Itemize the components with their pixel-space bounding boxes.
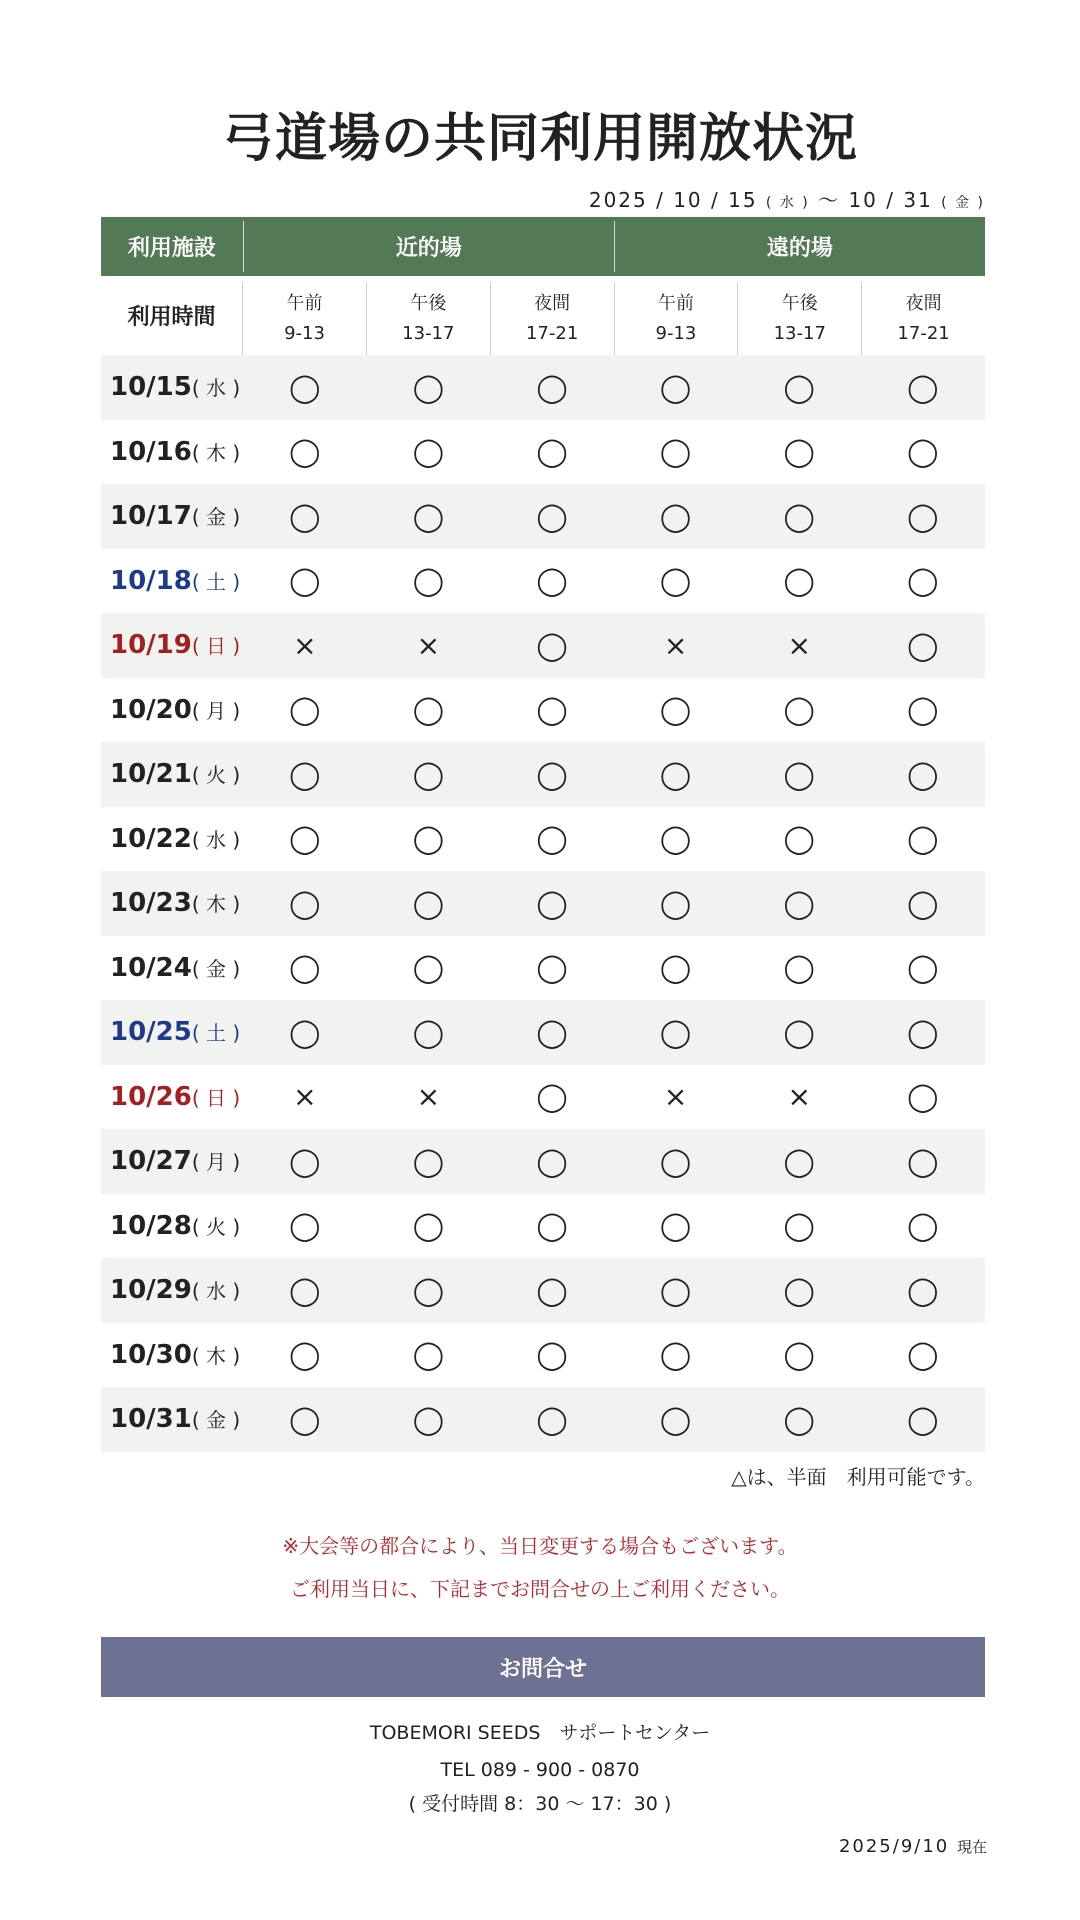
available-mark: ◯ [783, 1209, 815, 1243]
available-mark: ◯ [783, 564, 815, 598]
slot-header [490, 282, 614, 355]
available-mark: ◯ [783, 951, 815, 985]
row-date [101, 953, 243, 983]
row-date [101, 1082, 243, 1112]
date-text: 10/24 [110, 952, 192, 983]
slot-header [861, 282, 985, 355]
date-text: 10/28 [110, 1210, 192, 1241]
available-mark: ◯ [536, 1015, 568, 1049]
as-of-date [839, 1836, 987, 1857]
row-date [101, 437, 243, 467]
available-mark: ◯ [659, 1402, 692, 1436]
available-mark: ◯ [536, 564, 568, 598]
table-row [101, 742, 985, 807]
available-mark: ◯ [907, 1209, 939, 1243]
available-mark: ◯ [536, 951, 568, 985]
available-mark: ◯ [536, 628, 568, 662]
day-of-week: ( 土 ) [191, 569, 241, 594]
availability-table [101, 217, 985, 1452]
day-of-week: ( 金 ) [191, 505, 241, 530]
table-row [101, 420, 985, 485]
available-mark: ◯ [289, 1273, 321, 1307]
unavailable-mark: × [293, 1080, 317, 1114]
available-mark: ◯ [536, 435, 568, 469]
available-mark: ◯ [412, 757, 445, 791]
as-of-suffix: 現在 [956, 1838, 987, 1856]
day-of-week: ( 金 ) [191, 956, 241, 981]
available-mark: ◯ [289, 822, 321, 856]
table-row [101, 1129, 985, 1194]
available-mark: ◯ [783, 1144, 815, 1178]
warning-line-1: ※大会等の都合により、当日変更する場合もございます。 [282, 1534, 798, 1558]
table-row [101, 355, 985, 420]
unavailable-mark: × [663, 628, 688, 662]
available-mark: ◯ [907, 822, 939, 856]
date-text: 10/23 [110, 888, 192, 919]
table-body [101, 355, 985, 1452]
available-mark: ◯ [289, 1338, 321, 1372]
available-mark: ◯ [659, 435, 692, 469]
available-mark: ◯ [289, 1402, 321, 1436]
time-header-row [101, 276, 985, 355]
contact-org: TOBEMORI SEEDS サポートセンター [369, 1722, 711, 1744]
available-mark: ◯ [659, 499, 692, 533]
slot-hours: 17-21 [525, 322, 579, 344]
date-text: 10/27 [110, 1146, 192, 1177]
row-date [101, 1017, 243, 1047]
available-mark: ◯ [536, 1144, 568, 1178]
available-mark: ◯ [659, 1015, 692, 1049]
available-mark: ◯ [289, 693, 321, 727]
available-mark: ◯ [659, 886, 692, 920]
venue-far: 遠的場 [766, 236, 833, 261]
available-mark: ◯ [907, 499, 939, 533]
slot-hours: 13-17 [402, 322, 455, 344]
available-mark: ◯ [659, 1338, 692, 1372]
available-mark: ◯ [536, 1402, 568, 1436]
available-mark: ◯ [907, 757, 939, 791]
slot-name: 午前 [657, 292, 694, 314]
row-date [101, 1211, 243, 1241]
row-date [101, 566, 243, 596]
day-of-week: ( 水 ) [191, 1279, 241, 1304]
available-mark: ◯ [536, 822, 568, 856]
available-mark: ◯ [783, 435, 815, 469]
available-mark: ◯ [783, 499, 815, 533]
table-row [101, 1323, 985, 1388]
available-mark: ◯ [289, 435, 321, 469]
day-of-week: ( 金 ) [191, 1408, 241, 1433]
table-row [101, 1000, 985, 1065]
table-row [101, 1387, 985, 1452]
available-mark: ◯ [659, 1209, 692, 1243]
slot-name: 午前 [286, 292, 323, 314]
row-date [101, 1340, 243, 1370]
date-text: 10/26 [110, 1081, 192, 1112]
available-mark: ◯ [907, 951, 939, 985]
slot-hours: 9-13 [655, 322, 697, 344]
day-of-week: ( 水 ) [191, 376, 241, 401]
day-of-week: ( 木 ) [191, 440, 241, 465]
row-date [101, 372, 243, 402]
table-row [101, 484, 985, 549]
date-text: 10/25 [110, 1017, 192, 1048]
available-mark: ◯ [536, 757, 568, 791]
row-date [101, 1146, 243, 1176]
available-mark: ◯ [783, 886, 815, 920]
date-text: 10/29 [110, 1275, 192, 1306]
date-text: 10/18 [110, 565, 192, 596]
slot-name: 午後 [410, 292, 447, 314]
period-start: 2025 / 10 / 15 [588, 188, 758, 212]
available-mark: ◯ [783, 757, 815, 791]
available-mark: ◯ [659, 822, 692, 856]
contact-tel: TEL 089 - 900 - 0870 [440, 1759, 640, 1781]
available-mark: ◯ [412, 1402, 445, 1436]
date-text: 10/16 [110, 436, 192, 467]
warning-line-2: ご利用当日に、下記までお問合せの上ご利用ください。 [290, 1577, 790, 1601]
slot-header [242, 282, 366, 355]
available-mark: ◯ [536, 1273, 568, 1307]
contact-hours: ( 受付時間 8：30 〜 17：30 ) [408, 1793, 672, 1815]
slot-hours: 13-17 [773, 322, 826, 344]
day-of-week: ( 日 ) [191, 1085, 241, 1110]
period-end-dow: ( 金 ) [941, 195, 985, 211]
available-mark: ◯ [907, 1273, 939, 1307]
half-court-note: △は、半面 利用可能です。 [731, 1465, 985, 1489]
available-mark: ◯ [412, 1338, 445, 1372]
available-mark: ◯ [289, 499, 321, 533]
available-mark: ◯ [412, 951, 445, 985]
table-row [101, 807, 985, 872]
row-date [101, 824, 243, 854]
available-mark: ◯ [536, 499, 568, 533]
available-mark: ◯ [907, 886, 939, 920]
available-mark: ◯ [783, 1273, 815, 1307]
period-start-dow: ( 水 ) [765, 195, 810, 211]
available-mark: ◯ [907, 564, 939, 598]
available-mark: ◯ [536, 1338, 568, 1372]
available-mark: ◯ [412, 1015, 445, 1049]
day-of-week: ( 月 ) [191, 1150, 241, 1175]
available-mark: ◯ [412, 822, 445, 856]
row-date [101, 630, 243, 660]
date-text: 10/31 [110, 1404, 192, 1435]
available-mark: ◯ [536, 1209, 568, 1243]
available-mark: ◯ [412, 564, 445, 598]
available-mark: ◯ [659, 693, 692, 727]
as-of-value: 2025/9/10 [838, 1836, 950, 1857]
date-text: 10/30 [110, 1339, 192, 1370]
available-mark: ◯ [289, 370, 321, 404]
day-of-week: ( 火 ) [191, 1214, 241, 1239]
available-mark: ◯ [412, 1273, 445, 1307]
available-mark: ◯ [907, 435, 939, 469]
date-text: 10/21 [110, 759, 192, 790]
available-mark: ◯ [783, 822, 815, 856]
available-mark: ◯ [783, 370, 815, 404]
available-mark: ◯ [783, 1015, 815, 1049]
available-mark: ◯ [412, 693, 445, 727]
available-mark: ◯ [659, 1273, 692, 1307]
available-mark: ◯ [783, 1402, 815, 1436]
period-range [589, 184, 985, 213]
period-tilde: 〜 [818, 188, 841, 212]
row-date [101, 695, 243, 725]
available-mark: ◯ [907, 693, 939, 727]
day-of-week: ( 木 ) [191, 892, 241, 917]
available-mark: ◯ [907, 1144, 939, 1178]
facility-label: 利用施設 [127, 236, 216, 261]
slot-name: 午後 [781, 292, 818, 314]
available-mark: ◯ [289, 886, 321, 920]
slot-name: 夜間 [534, 292, 571, 314]
available-mark: ◯ [289, 951, 321, 985]
available-mark: ◯ [289, 757, 321, 791]
slot-hours: 17-21 [897, 322, 950, 344]
table-row [101, 1258, 985, 1323]
time-label: 利用時間 [127, 305, 216, 330]
table-row [101, 1194, 985, 1259]
available-mark: ◯ [907, 1080, 939, 1114]
available-mark: ◯ [289, 1144, 321, 1178]
available-mark: ◯ [536, 693, 568, 727]
available-mark: ◯ [783, 693, 815, 727]
available-mark: ◯ [412, 499, 445, 533]
unavailable-mark: × [787, 1080, 811, 1114]
table-row [101, 1065, 985, 1130]
unavailable-mark: × [787, 628, 811, 662]
unavailable-mark: × [293, 628, 317, 662]
available-mark: ◯ [536, 886, 568, 920]
table-row [101, 678, 985, 743]
row-date [101, 501, 243, 531]
row-date [101, 888, 243, 918]
day-of-week: ( 木 ) [191, 1343, 241, 1368]
available-mark: ◯ [289, 1209, 321, 1243]
slot-header [366, 282, 490, 355]
available-mark: ◯ [907, 370, 939, 404]
day-of-week: ( 水 ) [191, 827, 241, 852]
available-mark: ◯ [907, 1338, 939, 1372]
available-mark: ◯ [412, 1144, 445, 1178]
table-row [101, 549, 985, 614]
day-of-week: ( 土 ) [191, 1021, 241, 1046]
available-mark: ◯ [536, 1080, 568, 1114]
available-mark: ◯ [659, 370, 692, 404]
table-row [101, 936, 985, 1001]
unavailable-mark: × [416, 1080, 441, 1114]
row-date [101, 1275, 243, 1305]
row-date [101, 1404, 243, 1434]
available-mark: ◯ [412, 435, 445, 469]
slot-name: 夜間 [905, 292, 942, 314]
available-mark: ◯ [412, 370, 445, 404]
unavailable-mark: × [663, 1080, 688, 1114]
page-title: 弓道場の共同利用開放状況 [221, 109, 858, 169]
table-row [101, 871, 985, 936]
facility-header-row [101, 217, 985, 276]
available-mark: ◯ [783, 1338, 815, 1372]
slot-header [737, 282, 861, 355]
row-date [101, 759, 243, 789]
available-mark: ◯ [659, 951, 692, 985]
available-mark: ◯ [412, 1209, 445, 1243]
available-mark: ◯ [659, 1144, 692, 1178]
date-text: 10/15 [110, 372, 192, 403]
available-mark: ◯ [536, 370, 568, 404]
date-text: 10/17 [110, 501, 192, 532]
available-mark: ◯ [659, 757, 692, 791]
day-of-week: ( 日 ) [191, 634, 241, 659]
available-mark: ◯ [907, 628, 939, 662]
date-text: 10/20 [110, 694, 192, 725]
available-mark: ◯ [289, 564, 321, 598]
day-of-week: ( 火 ) [191, 763, 241, 788]
available-mark: ◯ [412, 886, 445, 920]
unavailable-mark: × [416, 628, 441, 662]
venue-near: 近的場 [395, 236, 462, 261]
table-row [101, 613, 985, 678]
period-end: 10 / 31 [848, 188, 933, 212]
date-text: 10/19 [110, 630, 192, 661]
slot-hours: 9-13 [284, 322, 325, 344]
contact-heading: お問合せ [101, 1637, 985, 1697]
available-mark: ◯ [907, 1015, 939, 1049]
available-mark: ◯ [659, 564, 692, 598]
slot-header [614, 282, 738, 355]
available-mark: ◯ [907, 1402, 939, 1436]
available-mark: ◯ [289, 1015, 321, 1049]
date-text: 10/22 [110, 823, 192, 854]
day-of-week: ( 月 ) [191, 698, 241, 723]
